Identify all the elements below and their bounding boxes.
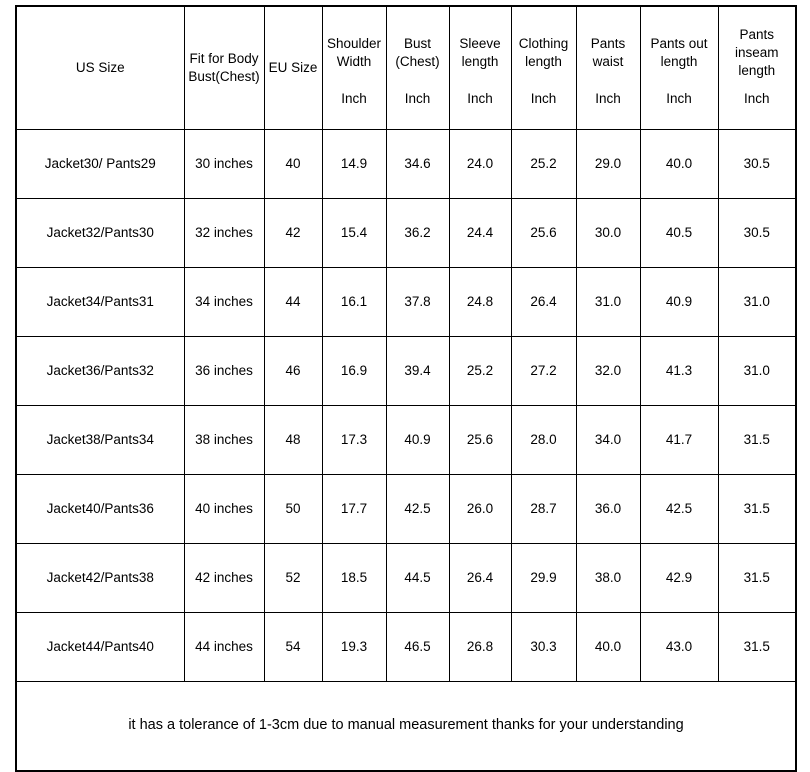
cell-clothing-length: 25.2 xyxy=(511,130,576,199)
header-label: Sleeve length xyxy=(459,35,501,69)
cell-us-size: Jacket44/Pants40 xyxy=(16,613,184,682)
header-cell-pants-out-length xyxy=(640,6,718,130)
header-label: Pants out length xyxy=(650,35,708,69)
size-chart-table xyxy=(15,5,797,772)
cell-eu-size: 48 xyxy=(264,406,322,475)
cell-pants-waist: 36.0 xyxy=(576,475,640,544)
cell-sleeve-length: 26.4 xyxy=(449,544,511,613)
header-unit: Inch xyxy=(595,90,621,106)
cell-us-size: Jacket34/Pants31 xyxy=(16,268,184,337)
cell-clothing-length: 30.3 xyxy=(511,613,576,682)
cell-fit-body-bust: 36 inches xyxy=(184,337,264,406)
header-label: Bust (Chest) xyxy=(395,35,440,69)
header-unit: Inch xyxy=(341,90,367,106)
cell-pants-waist: 30.0 xyxy=(576,199,640,268)
cell-clothing-length: 25.6 xyxy=(511,199,576,268)
table-header-row xyxy=(16,6,796,130)
header-unit: Inch xyxy=(666,90,692,106)
cell-pants-out-length: 43.0 xyxy=(640,613,718,682)
cell-sleeve-length: 26.0 xyxy=(449,475,511,544)
tolerance-note: it has a tolerance of 1-3cm due to manual measurement thanks for your understanding xyxy=(16,682,796,772)
header-label: US Size xyxy=(75,59,125,75)
cell-fit-body-bust: 42 inches xyxy=(184,544,264,613)
table-row xyxy=(16,613,796,682)
table-row xyxy=(16,406,796,475)
cell-pants-waist: 32.0 xyxy=(576,337,640,406)
cell-bust-chest: 37.8 xyxy=(386,268,449,337)
cell-us-size: Jacket42/Pants38 xyxy=(16,544,184,613)
cell-pants-inseam-length: 31.5 xyxy=(718,406,796,475)
cell-bust-chest: 44.5 xyxy=(386,544,449,613)
cell-bust-chest: 42.5 xyxy=(386,475,449,544)
cell-shoulder-width: 16.1 xyxy=(322,268,386,337)
cell-pants-inseam-length: 31.5 xyxy=(718,613,796,682)
cell-fit-body-bust: 32 inches xyxy=(184,199,264,268)
header-label: EU Size xyxy=(268,59,318,75)
header-unit: Inch xyxy=(467,90,493,106)
cell-pants-waist: 40.0 xyxy=(576,613,640,682)
cell-us-size: Jacket30/ Pants29 xyxy=(16,130,184,199)
size-chart-sheet xyxy=(15,5,795,734)
cell-pants-inseam-length: 31.5 xyxy=(718,475,796,544)
cell-clothing-length: 29.9 xyxy=(511,544,576,613)
cell-shoulder-width: 19.3 xyxy=(322,613,386,682)
cell-sleeve-length: 26.8 xyxy=(449,613,511,682)
cell-clothing-length: 28.0 xyxy=(511,406,576,475)
cell-sleeve-length: 24.4 xyxy=(449,199,511,268)
cell-pants-waist: 31.0 xyxy=(576,268,640,337)
header-cell-bust-chest xyxy=(386,6,449,130)
cell-eu-size: 42 xyxy=(264,199,322,268)
header-cell-us-size xyxy=(16,6,184,130)
header-cell-pants-waist xyxy=(576,6,640,130)
cell-fit-body-bust: 40 inches xyxy=(184,475,264,544)
cell-fit-body-bust: 38 inches xyxy=(184,406,264,475)
cell-clothing-length: 26.4 xyxy=(511,268,576,337)
cell-pants-out-length: 42.9 xyxy=(640,544,718,613)
cell-bust-chest: 34.6 xyxy=(386,130,449,199)
header-label: Clothing length xyxy=(518,35,569,69)
table-row xyxy=(16,337,796,406)
cell-bust-chest: 46.5 xyxy=(386,613,449,682)
table-row xyxy=(16,475,796,544)
header-label: Pants waist xyxy=(590,35,626,69)
cell-pants-out-length: 42.5 xyxy=(640,475,718,544)
cell-pants-inseam-length: 30.5 xyxy=(718,199,796,268)
cell-sleeve-length: 25.2 xyxy=(449,337,511,406)
cell-sleeve-length: 24.0 xyxy=(449,130,511,199)
header-cell-eu-size xyxy=(264,6,322,130)
footnote-row xyxy=(16,682,796,772)
header-label: Pants inseam length xyxy=(734,26,779,78)
header-cell-pants-inseam-length xyxy=(718,6,796,130)
header-label: Fit for Body Bust(Chest) xyxy=(188,50,260,84)
cell-us-size: Jacket32/Pants30 xyxy=(16,199,184,268)
cell-clothing-length: 28.7 xyxy=(511,475,576,544)
header-unit: Inch xyxy=(530,90,557,106)
header-cell-fit-body-bust xyxy=(184,6,264,130)
cell-eu-size: 52 xyxy=(264,544,322,613)
cell-pants-waist: 29.0 xyxy=(576,130,640,199)
cell-pants-waist: 38.0 xyxy=(576,544,640,613)
header-unit: Inch xyxy=(404,90,431,106)
cell-pants-inseam-length: 31.0 xyxy=(718,337,796,406)
table-row xyxy=(16,199,796,268)
cell-shoulder-width: 14.9 xyxy=(322,130,386,199)
cell-eu-size: 50 xyxy=(264,475,322,544)
cell-fit-body-bust: 44 inches xyxy=(184,613,264,682)
cell-sleeve-length: 25.6 xyxy=(449,406,511,475)
cell-shoulder-width: 15.4 xyxy=(322,199,386,268)
cell-sleeve-length: 24.8 xyxy=(449,268,511,337)
cell-bust-chest: 36.2 xyxy=(386,199,449,268)
table-row xyxy=(16,130,796,199)
cell-pants-inseam-length: 30.5 xyxy=(718,130,796,199)
cell-us-size: Jacket38/Pants34 xyxy=(16,406,184,475)
cell-us-size: Jacket36/Pants32 xyxy=(16,337,184,406)
cell-eu-size: 40 xyxy=(264,130,322,199)
cell-eu-size: 54 xyxy=(264,613,322,682)
header-unit: Inch xyxy=(743,90,770,106)
header-cell-clothing-length xyxy=(511,6,576,130)
cell-pants-out-length: 40.9 xyxy=(640,268,718,337)
cell-clothing-length: 27.2 xyxy=(511,337,576,406)
cell-pants-out-length: 41.3 xyxy=(640,337,718,406)
header-cell-shoulder-width xyxy=(322,6,386,130)
cell-pants-inseam-length: 31.0 xyxy=(718,268,796,337)
cell-pants-waist: 34.0 xyxy=(576,406,640,475)
cell-bust-chest: 40.9 xyxy=(386,406,449,475)
header-cell-sleeve-length xyxy=(449,6,511,130)
cell-eu-size: 44 xyxy=(264,268,322,337)
cell-fit-body-bust: 34 inches xyxy=(184,268,264,337)
cell-shoulder-width: 17.3 xyxy=(322,406,386,475)
cell-eu-size: 46 xyxy=(264,337,322,406)
cell-bust-chest: 39.4 xyxy=(386,337,449,406)
cell-pants-out-length: 40.5 xyxy=(640,199,718,268)
cell-shoulder-width: 16.9 xyxy=(322,337,386,406)
cell-shoulder-width: 18.5 xyxy=(322,544,386,613)
table-row xyxy=(16,544,796,613)
cell-pants-out-length: 40.0 xyxy=(640,130,718,199)
header-label: Shoulder Width xyxy=(326,35,382,69)
cell-us-size: Jacket40/Pants36 xyxy=(16,475,184,544)
cell-pants-out-length: 41.7 xyxy=(640,406,718,475)
cell-fit-body-bust: 30 inches xyxy=(184,130,264,199)
table-row xyxy=(16,268,796,337)
cell-pants-inseam-length: 31.5 xyxy=(718,544,796,613)
cell-shoulder-width: 17.7 xyxy=(322,475,386,544)
